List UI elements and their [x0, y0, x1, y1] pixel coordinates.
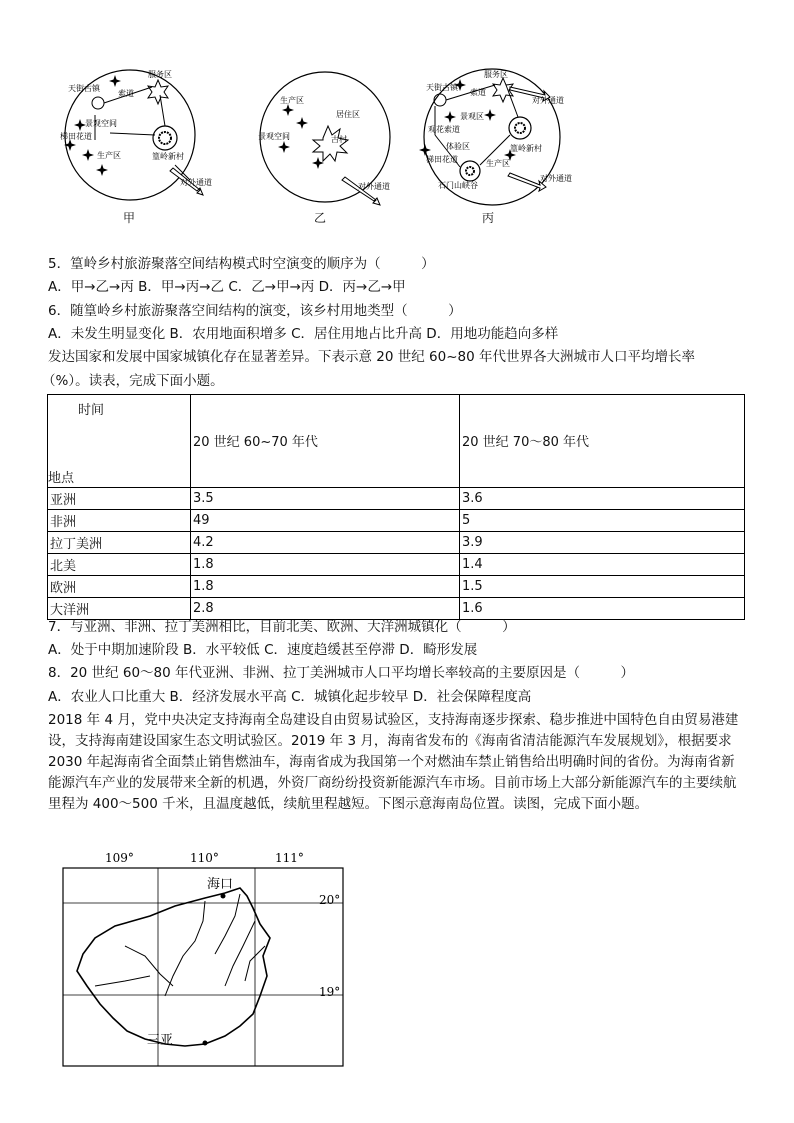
table-header-col1: 20 世纪 60~70 年代 — [191, 395, 460, 488]
svg-text:生产区: 生产区 — [97, 151, 121, 160]
svg-text:体验区: 体验区 — [446, 142, 470, 151]
question-6-options: A．未发生明显变化 B．农用地面积增多 C．居住用地占比升高 D．用地功能趋向多样 — [48, 326, 559, 342]
table-header-col2: 20 世纪 70～80 年代 — [460, 395, 745, 488]
svg-text:对外通道: 对外通道 — [532, 96, 564, 105]
svg-text:对外通道: 对外通道 — [358, 182, 390, 191]
hainan-map — [55, 846, 355, 1076]
lon-110: 110° — [190, 851, 219, 865]
question-8-stem: 8．20 世纪 60～80 年代亚洲、非洲、拉丁美洲城市人口平均增长率较高的主要原因是（ ） — [48, 665, 634, 681]
svg-text:景观空间: 景观空间 — [85, 119, 117, 128]
table-corner-cell: 时间 地点 — [48, 395, 191, 488]
svg-text:索道: 索道 — [118, 89, 134, 98]
svg-text:生产区: 生产区 — [486, 159, 510, 168]
city-sanya: 三亚 — [147, 1033, 174, 1048]
svg-text:梯田花道: 梯田花道 — [60, 132, 92, 141]
growth-rate-table — [47, 394, 745, 620]
city-haikou: 海口 — [207, 877, 234, 892]
svg-text:石门山峡谷: 石门山峡谷 — [438, 181, 478, 190]
svg-text:景观空间: 景观空间 — [258, 132, 290, 141]
lon-109: 109° — [105, 851, 134, 865]
table-row: 非洲 49 5 — [48, 510, 745, 532]
svg-text:观花索道: 观花索道 — [428, 125, 460, 134]
lat-20: 20° — [319, 893, 341, 907]
svg-text:天街古镇: 天街古镇 — [426, 83, 458, 92]
question-5-options: A．甲→乙→丙 B．甲→丙→乙 C．乙→甲→丙 D．丙→乙→甲 — [48, 279, 406, 295]
settlement-diagrams — [40, 55, 600, 230]
lon-111: 111° — [275, 851, 304, 865]
question-7-options: A．处于中期加速阶段 B．水平较低 C．速度趋缓甚至停滞 D．畸形发展 — [48, 642, 478, 658]
caption-bing: 丙 — [482, 211, 495, 225]
table-row: 拉丁美洲 4.2 3.9 — [48, 532, 745, 554]
intro-2-line-2: （%）。读表，完成下面小题。 — [42, 373, 224, 389]
svg-text:梯田花道: 梯田花道 — [426, 155, 458, 164]
svg-text:生产区: 生产区 — [280, 96, 304, 105]
diagram-bing — [419, 69, 572, 205]
table-row: 北美 1.8 1.4 — [48, 554, 745, 576]
caption-jia: 甲 — [123, 211, 136, 225]
svg-text:服务区: 服务区 — [484, 70, 508, 79]
label-scenic-town: 天街古镇 — [68, 84, 100, 93]
intro-3-paragraph: 2018 年 4 月，党中央决定支持海南全岛建设自由贸易试验区，支持海南逐步探索、稳步推进中国特色自由贸易港建设，支持海南建设国家生态文明试验区。2019 年 3 月，海南省发布的《海南省清洁能源汽车发展规划》，根据要求 2030 年起海南省全面禁止销售燃油车，海南省成为我国第一个对燃油车禁止销售给出明确时间的省份。为海南省新能源汽车产业的发展带来全新的机遇，外资厂商纷纷投资新能源汽车市场。目前市场上大部分新能源汽车的主要续航里程为 400～500 千米，且温度越低，续航里程越短。下图示意海南岛位置。读图，完成下面小题。 — [48, 712, 739, 812]
svg-text:索道: 索道 — [470, 88, 486, 97]
diagram-yi — [258, 72, 390, 205]
svg-text:篁岭新村: 篁岭新村 — [510, 144, 542, 153]
question-5-stem: 5．篁岭乡村旅游聚落空间结构模式时空演变的顺序为（ ） — [48, 256, 435, 272]
svg-text:景观区: 景观区 — [460, 112, 484, 121]
question-8-options: A．农业人口比重大 B．经济发展水平高 C．城镇化起步较早 D．社会保障程度高 — [48, 689, 532, 705]
svg-text:对外通道: 对外通道 — [180, 178, 212, 187]
svg-text:居住区: 居住区 — [336, 110, 360, 119]
table-row: 亚洲 3.5 3.6 — [48, 488, 745, 510]
svg-text:古村: 古村 — [331, 135, 347, 144]
question-6-stem: 6．随篁岭乡村旅游聚落空间结构的演变，该乡村用地类型（ ） — [48, 303, 462, 319]
svg-text:服务区: 服务区 — [148, 70, 172, 79]
table-row: 欧洲 1.8 1.5 — [48, 576, 745, 598]
table-row: 大洋洲 2.8 1.6 — [48, 598, 745, 620]
question-7-stem: 7．与亚洲、非洲、拉丁美洲相比，目前北美、欧洲、大洋洲城镇化（ ） — [48, 619, 516, 635]
svg-text:篁岭新村: 篁岭新村 — [152, 152, 184, 161]
lat-19: 19° — [319, 985, 341, 999]
diagram-jia — [60, 69, 212, 200]
caption-yi: 乙 — [314, 211, 327, 225]
svg-text:对外通道: 对外通道 — [540, 174, 572, 183]
intro-2-line-1: 发达国家和发展中国家城镇化存在显著差异。下表示意 20 世纪 60~80 年代世界各大洲城市人口平均增长率 — [48, 349, 696, 365]
